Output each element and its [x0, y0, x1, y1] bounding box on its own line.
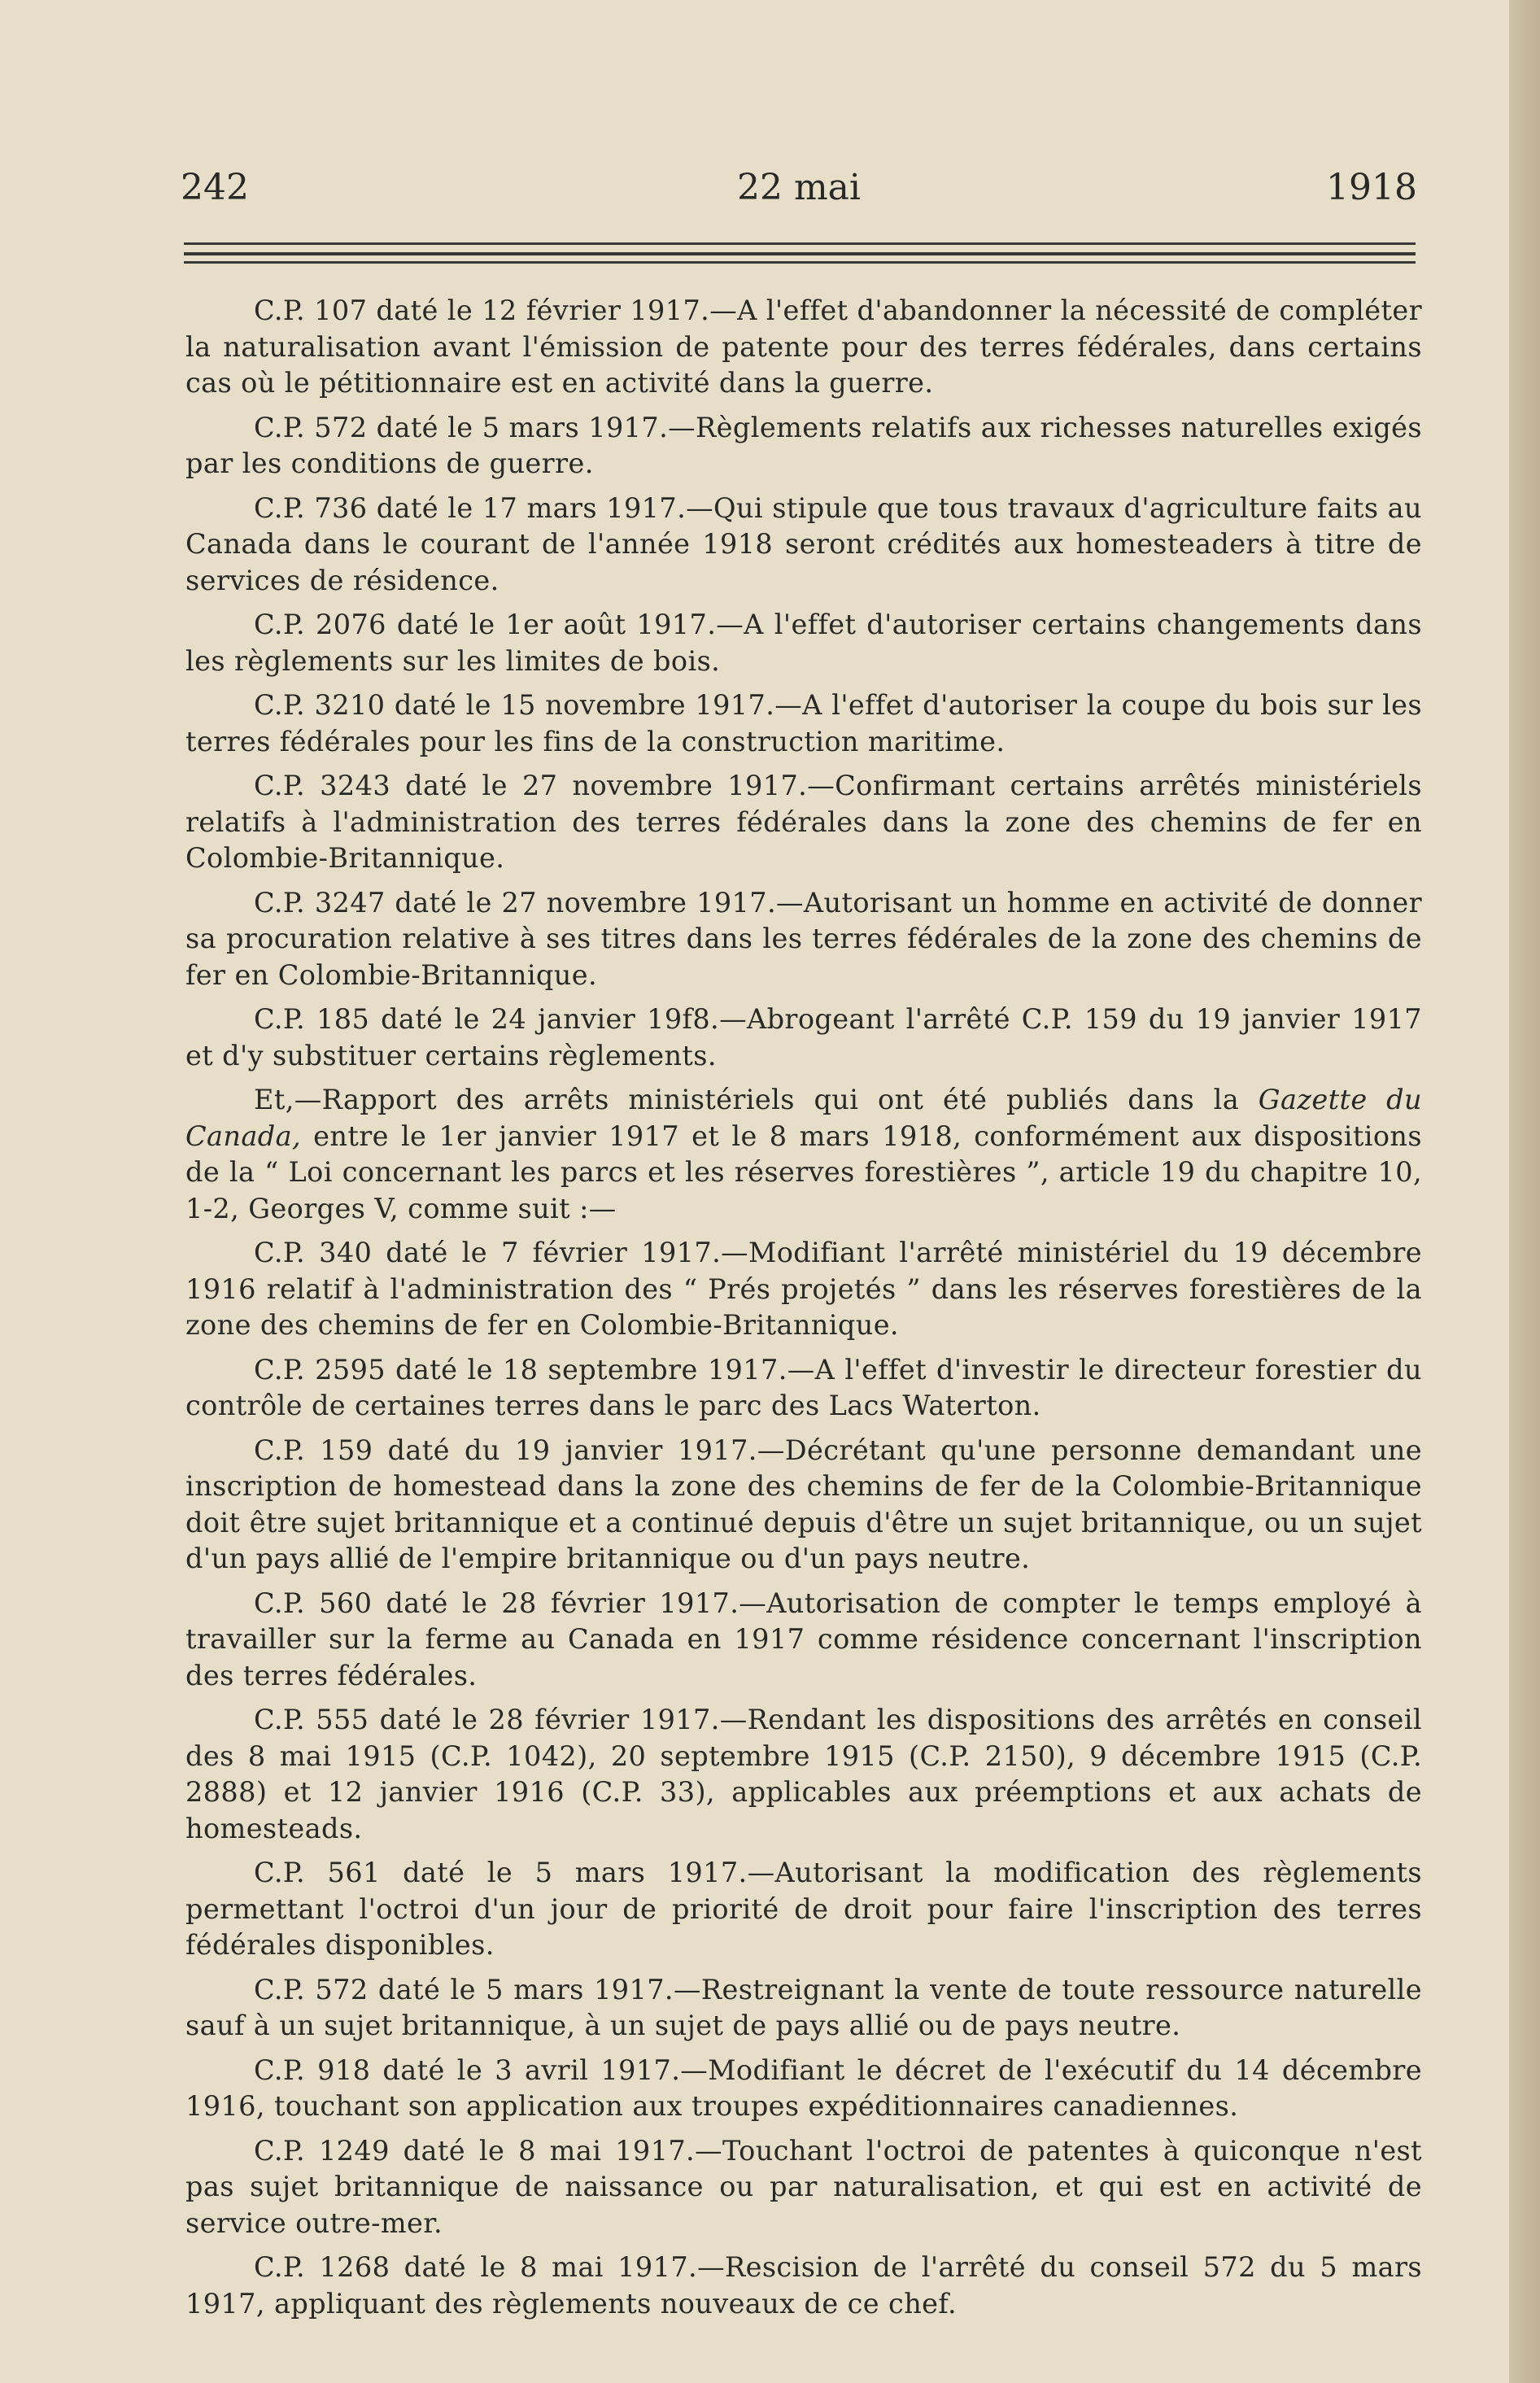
- gazette-title: Gazette du Canada,: [185, 1084, 1422, 1152]
- header-date: 22 mai: [736, 167, 861, 208]
- paragraph: C.P. 2595 daté le 18 septembre 1917.—A l'effet d'investir le directeur forestier du contrôle de certaines terres dans le parc des Lacs Waterton.: [185, 1353, 1422, 1421]
- paragraph: C.P. 2076 daté le 1er août 1917.—A l'effet d'autoriser certains changements dans les règlements sur les limites de bois.: [185, 609, 1422, 677]
- paragraph: C.P. 3247 daté le 27 novembre 1917.—Autorisant un homme en activité de donner sa procuration relative à ses titres dans les terres fédérales de la zone des chemins de fer en Colombie-Britannique.: [185, 886, 1422, 991]
- et-text-before: Et,—Rapport des arrêts ministériels qui ont été publiés dans la: [254, 1084, 1259, 1115]
- body-text: [185, 293, 1422, 2330]
- page-number: 242: [181, 167, 249, 208]
- header-rule-top: [184, 242, 1416, 245]
- et-paragraph: [185, 1082, 1422, 1227]
- paragraph: C.P. 107 daté le 12 février 1917.—A l'effet d'abandonner la nécessité de compléter la naturalisation avant l'émission de patente pour des terres fédérales, dans certains cas où le pétitionnaire est en activité dans la guerre.: [185, 295, 1422, 399]
- paragraph: C.P. 3210 daté le 15 novembre 1917.—A l'effet d'autoriser la coupe du bois sur les terres fédérales pour les fins de la construction maritime.: [185, 689, 1422, 757]
- header-year: 1918: [1326, 167, 1417, 208]
- paragraph: C.P. 3243 daté le 27 novembre 1917.—Confirmant certains arrêtés ministériels relatifs à l'administration des terres fédérales dans la zone des chemins de fer en Colombie-Britannique.: [185, 770, 1422, 874]
- paragraph: C.P. 555 daté le 28 février 1917.—Rendant les dispositions des arrêtés en conseil des 8 mai 1915 (C.P. 1042), 20 septembre 1915 (C.P. 2150), 9 décembre 1915 (C.P. 2888) et 12 janvier 1916 (C.P. 33), applicables aux préemptions et aux achats de homesteads.: [185, 1704, 1422, 1844]
- header-rule-bottom: [184, 261, 1416, 264]
- paragraph: C.P. 340 daté le 7 février 1917.—Modifiant l'arrêté ministériel du 19 décembre 1916 relatif à l'administration des “ Prés projetés ” dans les réserves forestières de la zone des chemins de fer en Colombie-Britannique.: [185, 1237, 1422, 1341]
- page-header: [181, 167, 1417, 216]
- paragraph: C.P. 918 daté le 3 avril 1917.—Modifiant le décret de l'exécutif du 14 décembre 1916, touchant son application aux troupes expéditionnaires canadiennes.: [185, 2053, 1422, 2122]
- paragraph: C.P. 572 daté le 5 mars 1917.—Règlements relatifs aux richesses naturelles exigés par les conditions de guerre.: [185, 411, 1422, 479]
- paragraph: C.P. 185 daté le 24 janvier 19f8.—Abrogeant l'arrêté C.P. 159 du 19 janvier 1917 et d'y substituer certains règlements.: [185, 1003, 1422, 1071]
- paragraph: C.P. 561 daté le 5 mars 1917.—Autorisant la modification des règlements permettant l'octroi d'un jour de priorité de droit pour faire l'inscription des terres fédérales disponibles.: [185, 1857, 1422, 1961]
- paragraph: C.P. 572 daté le 5 mars 1917.—Restreignant la vente de toute ressource naturelle sauf à un sujet britannique, à un sujet de pays allié ou de pays neutre.: [185, 1973, 1422, 2041]
- paragraph: C.P. 1249 daté le 8 mai 1917.—Touchant l'octroi de patentes à quiconque n'est pas sujet britannique de naissance ou par naturalisation, et qui est en activité de service outre-mer.: [185, 2134, 1422, 2239]
- page-edge: [1509, 0, 1540, 2383]
- header-rule-middle: [184, 252, 1416, 255]
- et-text-after: entre le 1er janvier 1917 et le 8 mars 1918, conformément aux dispositions de la “ Loi concernant les parcs et les réserves forestières ”, article 19 du chapitre 10, 1-2, Georges V, comme suit :—: [185, 1119, 1422, 1224]
- paragraph: C.P. 736 daté le 17 mars 1917.—Qui stipule que tous travaux d'agriculture faits au Canada dans le courant de l'année 1918 seront crédités aux homesteaders à titre de services de résidence.: [185, 491, 1422, 596]
- paragraph: C.P. 1268 daté le 8 mai 1917.—Rescision de l'arrêté du conseil 572 du 5 mars 1917, appliquant des règlements nouveaux de ce chef.: [185, 2251, 1422, 2320]
- paragraph: C.P. 560 daté le 28 février 1917.—Autorisation de compter le temps employé à travailler sur la ferme au Canada en 1917 comme résidence concernant l'inscription des terres fédérales.: [185, 1586, 1422, 1691]
- paragraph: C.P. 159 daté du 19 janvier 1917.—Décrétant qu'une personne demandant une inscription de homestead dans la zone des chemins de fer de la Colombie-Britannique doit être sujet britannique et a continué depuis d'être un sujet britannique, ou un sujet d'un pays allié de l'empire britannique ou d'un pays neutre.: [185, 1434, 1422, 1574]
